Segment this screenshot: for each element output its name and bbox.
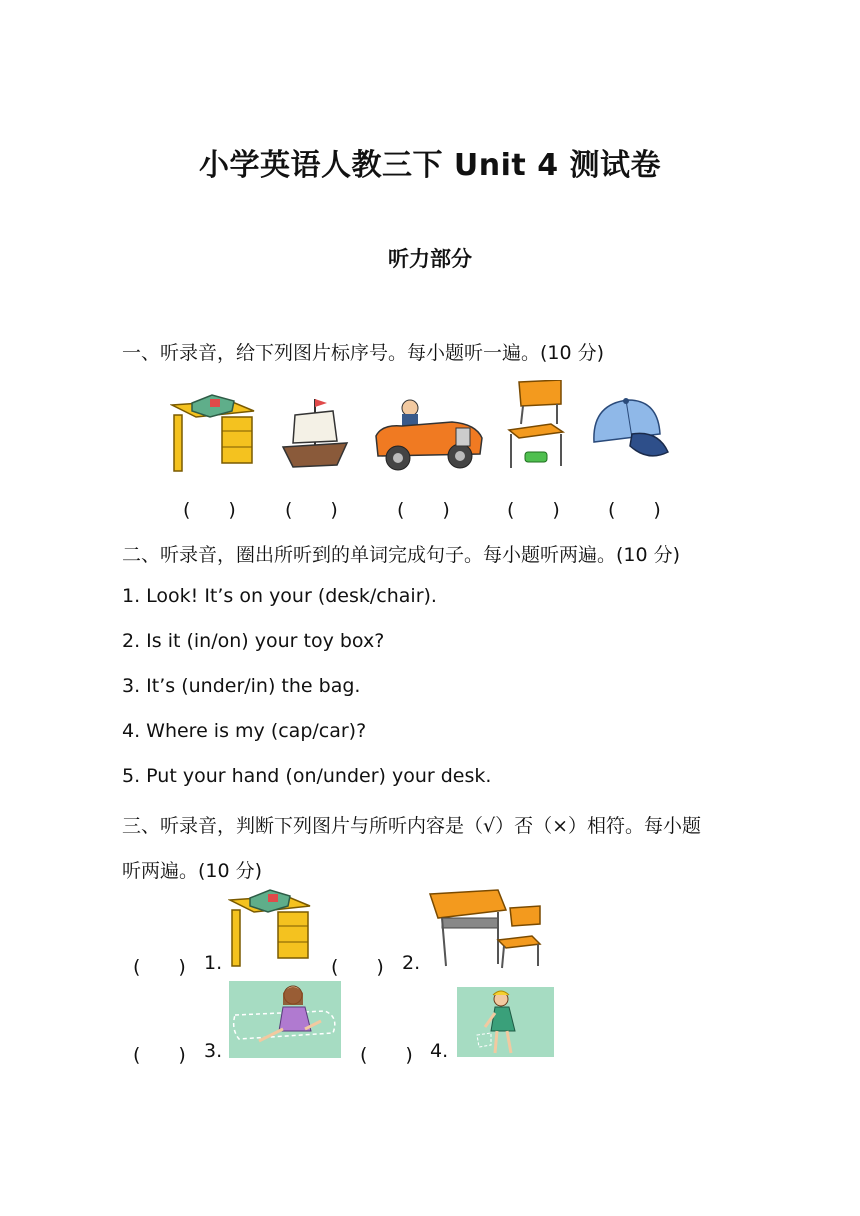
cap-icon <box>588 390 670 470</box>
item-number: 4. <box>430 1040 449 1062</box>
judge-blank-2[interactable]: ( ) <box>331 956 384 978</box>
judge-blank-4[interactable]: ( ) <box>360 1044 413 1066</box>
section1-heading: 一、听录音，给下列图片标序号。每小题听一遍。(10 分) <box>122 342 605 364</box>
section3-heading: 三、听录音，判断下列图片与所听内容是（√）否（×）相符。每小题 <box>122 815 702 837</box>
toy-boat-icon <box>275 393 355 473</box>
section2-heading: 二、听录音，圈出所听到的单词完成句子。每小题听两遍。(10 分) <box>122 544 681 566</box>
girl-sitting-icon <box>229 981 341 1058</box>
question-item: 1. Look! It’s on your (desk/chair). <box>122 585 437 607</box>
answer-blank-4[interactable]: ( ) <box>507 499 560 521</box>
page-title: 小学英语人教三下 Unit 4 测试卷 <box>198 148 662 183</box>
desk-with-bag-icon <box>228 888 312 970</box>
answer-blank-5[interactable]: ( ) <box>608 499 661 521</box>
toy-car-icon <box>372 394 486 474</box>
answer-blank-1[interactable]: ( ) <box>183 499 236 521</box>
answer-blank-3[interactable]: ( ) <box>397 499 450 521</box>
question-item: 3. It’s (under/in) the bag. <box>122 675 361 697</box>
answer-blank-2[interactable]: ( ) <box>285 499 338 521</box>
question-item: 2. Is it (in/on) your toy box? <box>122 630 385 652</box>
desk-and-chair-icon <box>428 888 544 970</box>
section3-heading-cont: 听两遍。(10 分) <box>122 860 263 882</box>
item-number: 2. <box>402 952 421 974</box>
item-number: 3. <box>204 1040 223 1062</box>
section-title-listening: 听力部分 <box>388 247 472 271</box>
question-item: 5. Put your hand (on/under) your desk. <box>122 765 492 787</box>
judge-blank-3[interactable]: ( ) <box>133 1044 186 1066</box>
question-item: 4. Where is my (cap/car)? <box>122 720 367 742</box>
chair-with-car-icon <box>505 380 567 472</box>
judge-blank-1[interactable]: ( ) <box>133 956 186 978</box>
desk-with-bag-icon <box>170 393 256 475</box>
girl-standing-icon <box>457 987 554 1057</box>
item-number: 1. <box>204 952 223 974</box>
